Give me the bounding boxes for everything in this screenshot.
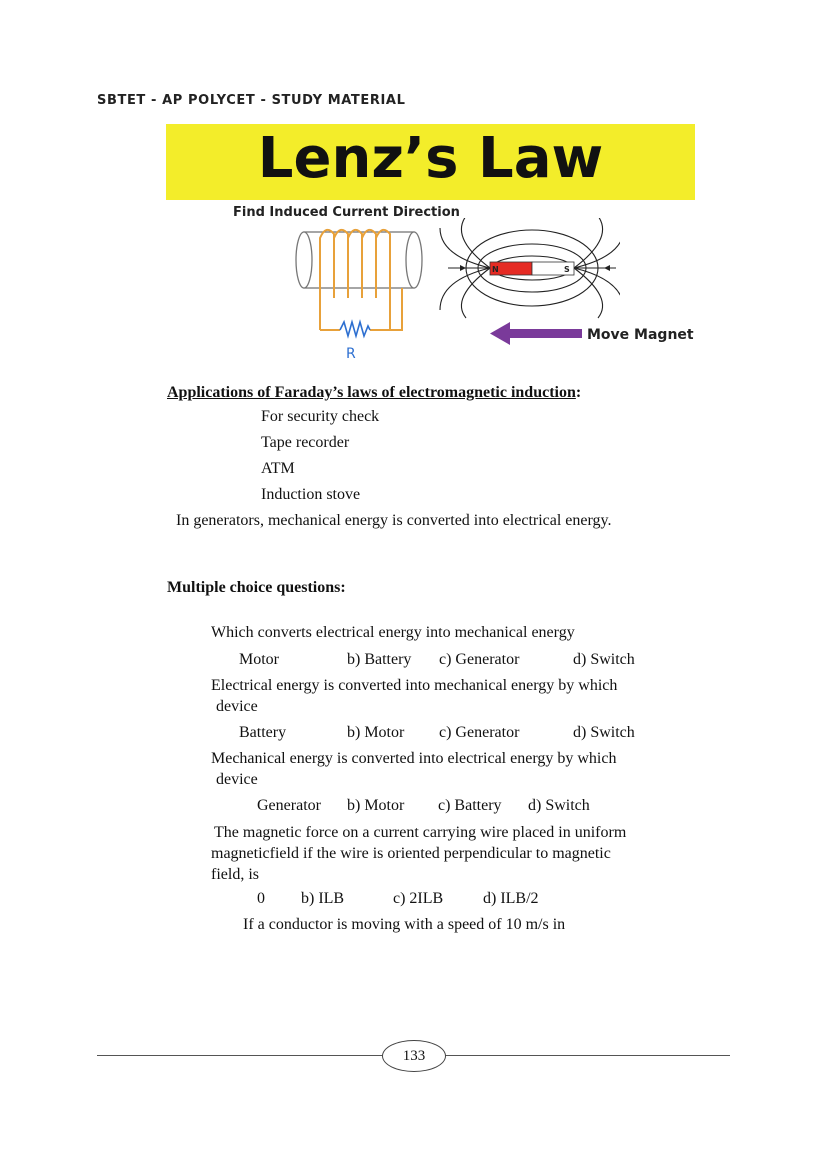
banner-title: Lenz’s Law	[257, 126, 604, 191]
applications-heading	[167, 384, 581, 402]
footer-rule-left	[97, 1055, 382, 1056]
question-1-text: Which converts electrical energy into mechanical energy	[211, 624, 575, 641]
lenz-law-diagram	[290, 218, 620, 364]
footer-rule-right	[445, 1055, 730, 1056]
bar-magnet	[490, 262, 574, 275]
question-3-line-2: device	[216, 771, 258, 788]
application-item: Tape recorder	[261, 434, 350, 451]
question-4-line-2: magneticfield if the wire is oriented perpendicular to magnetic	[211, 845, 611, 862]
q3-option-a: Generator	[257, 797, 321, 814]
question-5-text: If a conductor is moving with a speed of 10 m/s in	[243, 916, 566, 933]
question-2-line-1: Electrical energy is converted into mechanical energy by which	[211, 677, 618, 694]
application-item: ATM	[261, 460, 295, 477]
q2-option-c: c) Generator	[439, 724, 520, 741]
q4-option-a: 0	[257, 890, 265, 907]
figure-caption: Find Induced Current Direction	[233, 205, 460, 220]
q2-option-a: Battery	[239, 724, 287, 741]
application-item: Induction stove	[261, 486, 361, 503]
applications-heading-text: Applications of Faraday’s laws of electromagnetic induction	[167, 384, 576, 401]
q3-option-d: d) Switch	[528, 797, 590, 814]
title-banner	[166, 124, 695, 200]
page-header: SBTET - AP POLYCET - STUDY MATERIAL	[97, 93, 406, 108]
question-4-line-1: The magnetic force on a current carrying wire placed in uniform	[214, 824, 627, 841]
q4-option-c: c) 2ILB	[393, 890, 444, 907]
page-number: 133	[382, 1040, 446, 1072]
q4-option-b: b) ILB	[301, 890, 345, 907]
q1-option-b: b) Battery	[347, 651, 412, 668]
q3-option-b: b) Motor	[347, 797, 405, 814]
move-direction-arrow	[490, 322, 582, 345]
applications-heading-colon: :	[575, 384, 582, 401]
q1-option-c: c) Generator	[439, 651, 520, 668]
move-magnet-label: Move Magnet	[587, 327, 694, 343]
resistor-icon	[340, 322, 370, 336]
q4-option-d: d) ILB/2	[483, 890, 539, 907]
q1-option-d: d) Switch	[573, 651, 635, 668]
q2-option-b: b) Motor	[347, 724, 405, 741]
mcq-heading: Multiple choice questions:	[167, 579, 346, 596]
q2-option-d: d) Switch	[573, 724, 635, 741]
q1-option-a: Motor	[239, 651, 279, 668]
solenoid-core	[296, 232, 422, 288]
q3-option-c: c) Battery	[438, 797, 502, 814]
question-2-line-2: device	[216, 698, 258, 715]
resistor-label: R	[346, 346, 356, 362]
south-pole-label: S	[564, 265, 570, 274]
question-3-line-1: Mechanical energy is converted into electrical energy by which	[211, 750, 617, 767]
generator-note: In generators, mechanical energy is converted into electrical energy.	[176, 512, 612, 529]
question-4-line-3: field, is	[211, 866, 259, 883]
north-pole-label: N	[492, 265, 499, 274]
application-item: For security check	[261, 408, 380, 425]
